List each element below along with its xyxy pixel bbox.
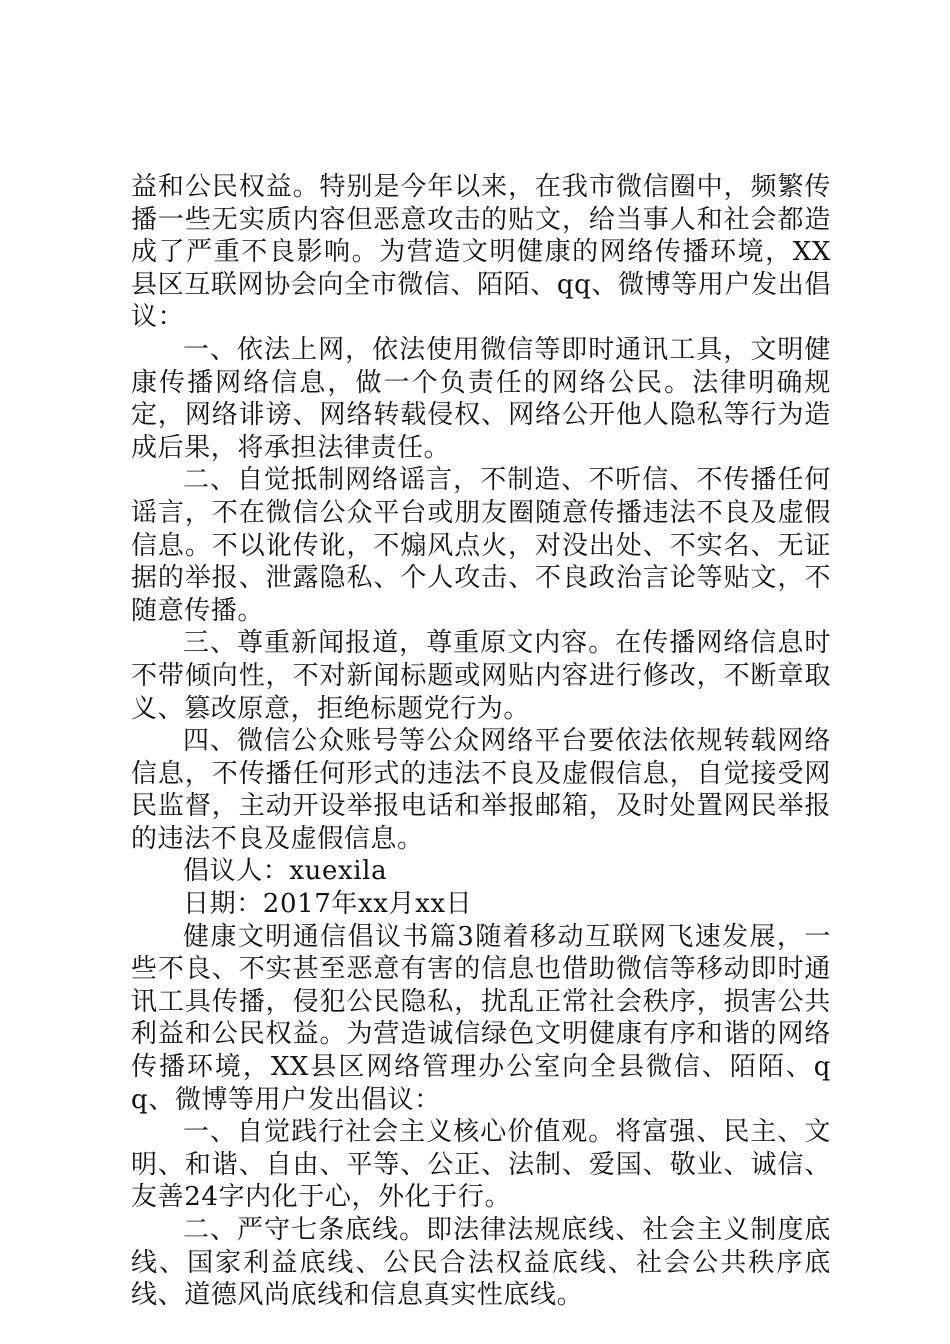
paragraph-item-1: 一、依法上网，依法使用微信等即时通讯工具，文明健康传播网络信息，做一个负责任的网络公民。法律明确规定，网络诽谤、网络转载侵权、网络公开他人隐私等行为造成后果，将承担法律责任。 <box>131 334 831 463</box>
date-line: 日期：2017年xx月xx日 <box>183 889 473 920</box>
paragraph-item-2: 二、自觉抵制网络谣言，不制造、不听信、不传播任何谣言，不在微信公众平台或朋友圈随意传播违法不良及虚假信息。不以讹传讹，不煽风点火，对没出处、不实名、无证据的举报、泄露隐私、个人攻击、不良政治言论等贴文，不随意传播。 <box>131 465 831 626</box>
paragraph-section-3-intro: 健康文明通信倡议书篇3随着移动互联网飞速发展，一些不良、不实甚至恶意有害的信息也借助微信等移动即时通讯工具传播，侵犯公民隐私，扰乱正常社会秩序，损害公共利益和公民权益。为营造诚信绿色文明健康有序和谐的网络传播环境，XX县区网络管理办公室向全县微信、陌陌、qq、微博等用户发出倡议： <box>131 921 831 1115</box>
document-body <box>131 171 831 1312</box>
paragraph-section-3-item-1: 一、自觉践行社会主义核心价值观。将富强、民主、文明、和谐、自由、平等、公正、法制、爱国、敬业、诚信、友善24字内化于心，外化于行。 <box>131 1117 831 1213</box>
initiator-line: 倡议人：xuexila <box>183 856 388 887</box>
paragraph-section-3-item-2: 二、严守七条底线。即法律法规底线、社会主义制度底线、国家利益底线、公民合法权益底线、社会公共秩序底线、道德风尚底线和信息真实性底线。 <box>131 1215 831 1311</box>
paragraph-intro-continuation: 益和公民权益。特别是今年以来，在我市微信圈中，频繁传播一些无实质内容但恶意攻击的贴文，给当事人和社会都造成了严重不良影响。为营造文明健康的网络传播环境，XX县区互联网协会向全市微信、陌陌、qq、微博等用户发出倡议： <box>131 172 831 333</box>
paragraph-item-3: 三、尊重新闻报道，尊重原文内容。在传播网络信息时不带倾向性，不对新闻标题或网贴内容进行修改，不断章取义、篡改原意，拒绝标题党行为。 <box>131 628 831 724</box>
paragraph-item-4: 四、微信公众账号等公众网络平台要依法依规转载网络信息，不传播任何形式的违法不良及虚假信息，自觉接受网民监督，主动开设举报电话和举报邮箱，及时处置网民举报的违法不良及虚假信息。 <box>131 726 831 854</box>
